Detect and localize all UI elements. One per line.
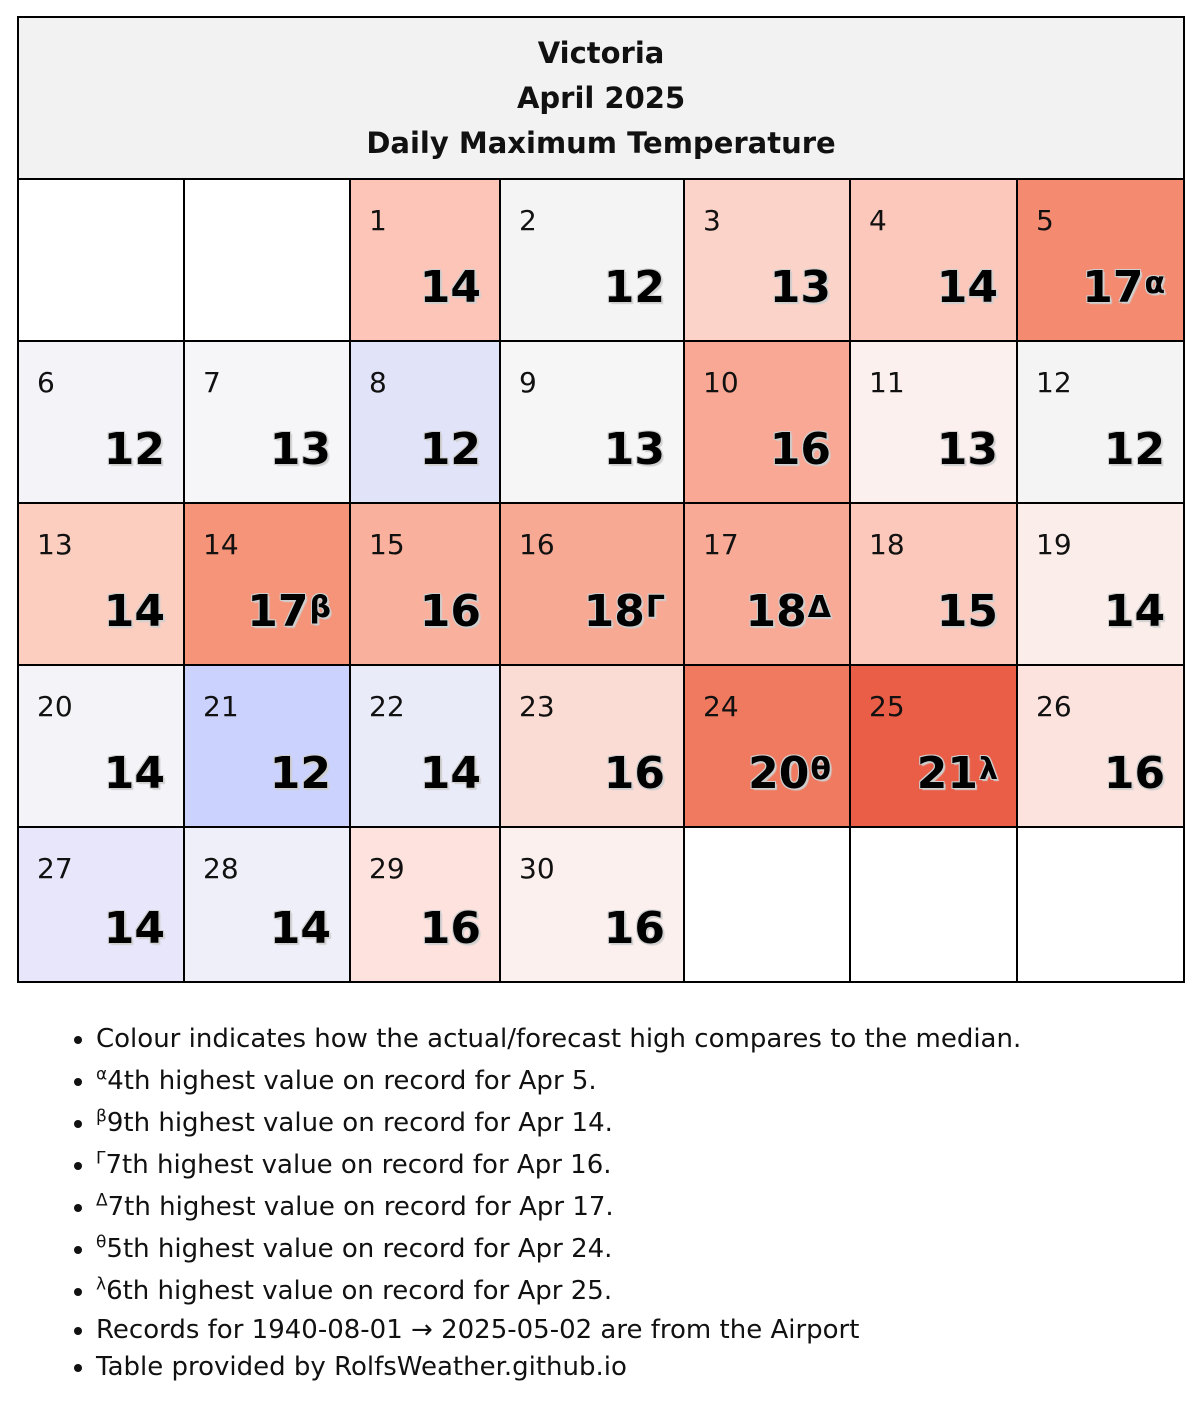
day-number: 24 [703,690,739,723]
day-number: 4 [869,204,887,237]
note-text: Records for 1940-08-01 → 2025-05-02 are from the Airport [96,1315,860,1345]
day-number: 29 [369,852,405,885]
day-number: 26 [1036,690,1072,723]
day-cell [18,665,184,827]
max-temperature [770,426,831,474]
day-cell [850,341,1017,503]
max-temperature-value: 17 [247,586,309,637]
day-cell [350,179,500,341]
note-text: Colour indicates how the actual/forecast high compares to the median. [96,1024,1022,1054]
day-cell [1017,665,1184,827]
max-temperature-value: 16 [419,586,481,637]
day-cell [184,503,350,665]
max-temperature [420,264,481,312]
record-footnote-mark: Δ [807,590,831,625]
max-temperature-value: 15 [936,586,998,637]
max-temperature [748,750,831,798]
day-cell [184,341,350,503]
max-temperature-value: 14 [269,903,331,954]
max-temperature [420,750,481,798]
day-cell [500,179,684,341]
max-temperature [104,905,165,953]
max-temperature [604,426,665,474]
day-number: 18 [869,528,905,561]
max-temperature [270,750,331,798]
note-footnote-mark: β [96,1106,107,1127]
note-footnote-mark: θ [96,1232,107,1253]
day-number: 16 [519,528,555,561]
record-footnote-mark: θ [810,752,831,787]
day-cell [184,665,350,827]
max-temperature [104,588,165,636]
day-number: 19 [1036,528,1072,561]
max-temperature [420,426,481,474]
day-cell [850,503,1017,665]
day-cell [850,179,1017,341]
note-footnote-mark: λ [96,1274,107,1295]
day-number: 1 [369,204,387,237]
month-title: April 2025 [516,80,686,115]
day-number: 7 [203,366,221,399]
empty-day-cell [184,179,350,341]
max-temperature [104,426,165,474]
note-item [96,1186,1196,1228]
max-temperature-value: 21 [916,748,979,799]
day-cell [500,503,684,665]
max-temperature-value: 14 [103,748,165,799]
day-cell [684,341,850,503]
max-temperature-value: 16 [603,903,665,954]
max-temperature [1104,588,1165,636]
day-cell [350,341,500,503]
max-temperature-value: 14 [103,903,165,954]
max-temperature [270,905,331,953]
record-footnote-mark: β [309,590,331,625]
note-text: 7th highest value on record for Apr 17. [107,1192,614,1222]
max-temperature-value: 17 [1082,262,1144,313]
day-cell [500,341,684,503]
day-number: 23 [519,690,555,723]
max-temperature [270,426,331,474]
day-number: 5 [1036,204,1054,237]
day-number: 9 [519,366,537,399]
day-number: 27 [37,852,73,885]
max-temperature [1104,426,1165,474]
note-text: Table provided by RolfsWeather.github.io [96,1352,627,1382]
day-number: 12 [1036,366,1072,399]
day-number: 11 [869,366,905,399]
day-cell [1017,179,1184,341]
max-temperature [917,750,998,798]
record-footnote-mark: α [1144,266,1166,301]
day-number: 22 [369,690,405,723]
max-temperature-value: 16 [419,903,481,954]
max-temperature-value: 16 [769,424,831,475]
day-cell [1017,503,1184,665]
day-cell [18,503,184,665]
note-item [96,1102,1196,1144]
max-temperature [604,905,665,953]
metric-title: Daily Maximum Temperature [366,125,836,160]
note-item [96,1312,1196,1349]
max-temperature [604,264,665,312]
day-cell [500,665,684,827]
day-cell [350,503,500,665]
day-cell [850,665,1017,827]
day-cell [684,503,850,665]
max-temperature-value: 13 [603,424,665,475]
day-number: 3 [703,204,721,237]
max-temperature-value: 13 [269,424,331,475]
max-temperature-value: 18 [583,586,645,637]
day-number: 2 [519,204,537,237]
notes-list [50,1018,1196,1386]
max-temperature-value: 12 [1103,424,1166,475]
day-cell [500,827,684,982]
max-temperature-value: 12 [269,748,331,799]
day-number: 17 [703,528,739,561]
note-item [96,1349,1196,1386]
max-temperature [604,750,665,798]
empty-day-cell [1017,827,1184,982]
max-temperature-value: 14 [103,586,165,637]
day-cell [684,179,850,341]
day-number: 14 [203,528,239,561]
note-text: 6th highest value on record for Apr 25. [106,1276,613,1306]
day-number: 28 [203,852,239,885]
day-cell [350,665,500,827]
day-number: 15 [369,528,405,561]
note-item [96,1018,1196,1060]
day-cell [18,827,184,982]
note-item [96,1270,1196,1312]
max-temperature-value: 18 [745,586,807,637]
note-item [96,1228,1196,1270]
calendar-header [18,17,1184,179]
max-temperature [420,588,481,636]
max-temperature [104,750,165,798]
empty-day-cell [684,827,850,982]
max-temperature-value: 12 [103,424,165,475]
day-number: 25 [869,690,905,723]
note-text: 7th highest value on record for Apr 16. [105,1150,612,1180]
note-text: 9th highest value on record for Apr 14. [106,1108,613,1138]
day-number: 20 [37,690,73,723]
day-number: 10 [703,366,739,399]
record-footnote-mark: Γ [645,590,665,625]
note-footnote-mark: Δ [96,1190,108,1211]
record-footnote-mark: λ [979,752,998,787]
max-temperature [770,264,831,312]
max-temperature-value: 14 [419,748,481,799]
max-temperature-value: 20 [748,748,810,799]
day-number: 30 [519,852,555,885]
max-temperature [937,264,998,312]
note-text: 5th highest value on record for Apr 24. [106,1234,613,1264]
max-temperature-value: 13 [936,424,998,475]
max-temperature [746,588,831,636]
day-number: 21 [203,690,239,723]
empty-day-cell [18,179,184,341]
day-cell [350,827,500,982]
max-temperature [420,905,481,953]
note-text: 4th highest value on record for Apr 5. [107,1066,597,1096]
max-temperature [584,588,665,636]
note-item [96,1144,1196,1186]
max-temperature-value: 16 [1103,748,1166,799]
note-footnote-mark: α [96,1064,108,1085]
max-temperature [937,426,998,474]
max-temperature-value: 13 [769,262,831,313]
day-number: 13 [37,528,73,561]
max-temperature-value: 14 [419,262,481,313]
max-temperature [1104,750,1165,798]
note-footnote-mark: Γ [96,1148,106,1169]
location-title: Victoria [537,35,665,70]
day-cell [18,341,184,503]
day-number: 6 [37,366,55,399]
max-temperature-value: 12 [419,424,481,475]
max-temperature-value: 14 [936,262,998,313]
max-temperature-value: 16 [603,748,665,799]
day-cell [684,665,850,827]
note-item [96,1060,1196,1102]
max-temperature-value: 12 [603,262,665,313]
calendar-table [17,16,1185,983]
day-number: 8 [369,366,387,399]
max-temperature [247,588,331,636]
day-cell [1017,341,1184,503]
max-temperature [1082,264,1165,312]
max-temperature [937,588,998,636]
empty-day-cell [850,827,1017,982]
day-cell [184,827,350,982]
max-temperature-value: 14 [1103,586,1166,637]
